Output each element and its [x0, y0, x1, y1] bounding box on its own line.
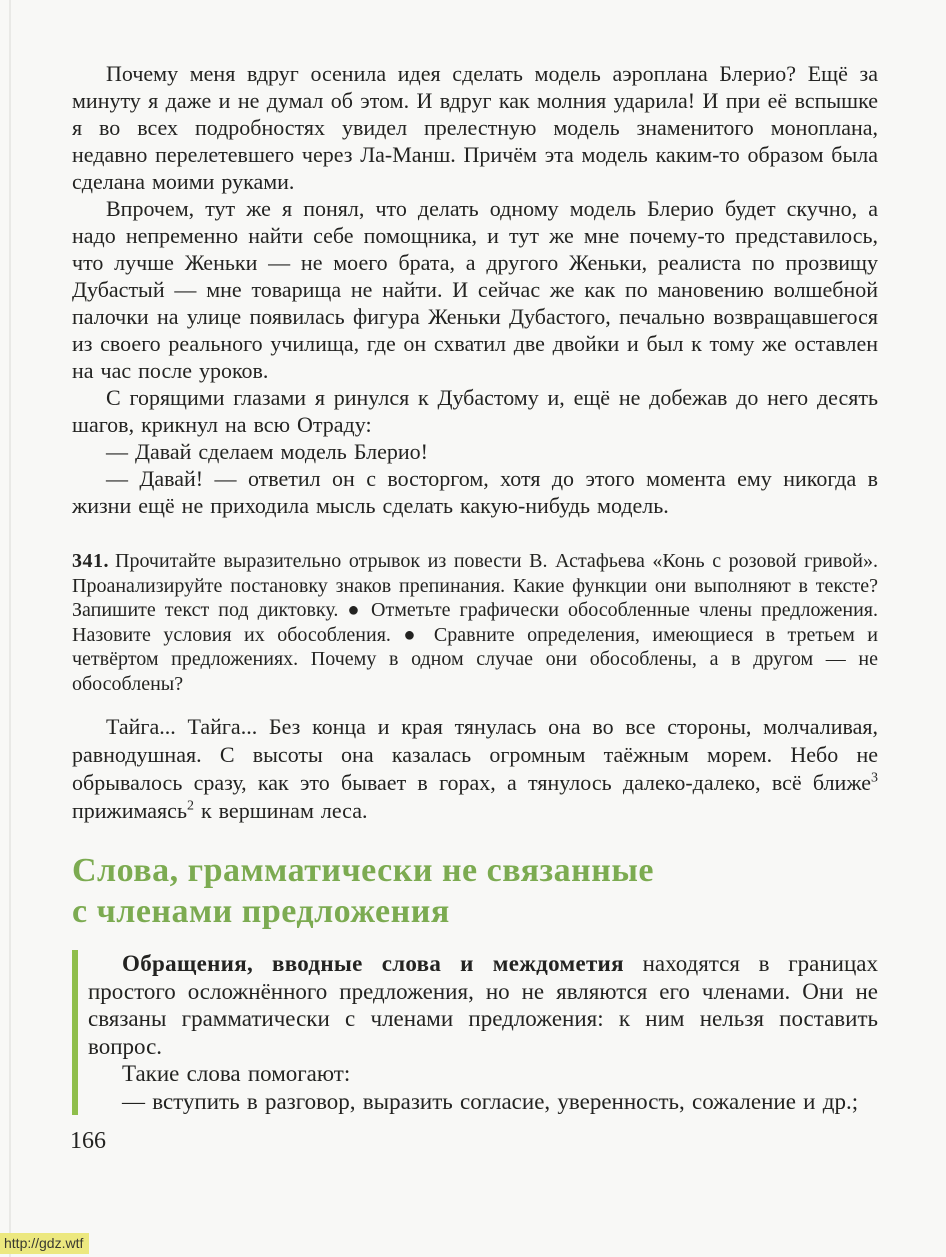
- rule-paragraph-3: — вступить в разговор, выразить согласие, уверенность, сожаление и др.;: [122, 1088, 859, 1114]
- dictation-text-part-2: прижимаясь: [72, 798, 187, 823]
- watermark-url: http://gdz.wtf: [0, 1233, 89, 1254]
- exercise-number: 341.: [72, 550, 109, 572]
- page-number: 166: [70, 1128, 106, 1154]
- section-heading-line-1: Слова, грамматически не связанные: [72, 852, 654, 889]
- dictation-text-part-3: к вершинам леса.: [193, 798, 368, 823]
- rule-box: [72, 950, 878, 1115]
- story-paragraph-2: Впрочем, тут же я понял, что делать одному модель Блерио будет скучно, а надо непременно найти себе помощника, и тут же мне почему-то представилось, что лучше Женьки — не моего брата, а другого Женьки, реалиста по прозвищу Дубастый — мне товарища не найти. И сейчас же как по мановению волшебной палочки на улице появилась фигура Женьки Дубастого, печально возвращавшегося из своего реального училища, где он схватил две двойки и был к тому же оставлен на час после уроков.: [72, 196, 878, 383]
- analysis-superscript-3: 3: [871, 770, 878, 786]
- analysis-superscript-2: 2: [186, 798, 194, 814]
- scan-edge-artifact: [9, 0, 11, 1257]
- rule-bold-lead: Обращения, вводные слова и междометия: [122, 951, 624, 976]
- story-paragraph-1: Почему меня вдруг осенила идея сделать модель аэроплана Блерио? Ещё за минуту я даже и не думал об этом. И вдруг как молния ударила! И при её вспышке я во всех подробностях увидел прелестную модель знаменитого моноплана, недавно перелетевшего через Ла-Манш. Причём эта модель каким-то образом была сделана моими руками.: [72, 61, 878, 194]
- rule-text: [88, 950, 878, 1115]
- rule-paragraph-1: [88, 950, 878, 1060]
- story-dialogue-line-2: — Давай! — ответил он с восторгом, хотя до этого момента ему никогда в жизни ещё не приходила мысль сделать какую-нибудь модель.: [72, 466, 878, 518]
- green-rule-bar: [72, 950, 78, 1115]
- story-paragraph-3: С горящими глазами я ринулся к Дубастому и, ещё не добежав до него десять шагов, крикнул на всю Отраду:: [72, 385, 878, 437]
- story-dialogue-line-1: — Давай сделаем модель Блерио!: [106, 439, 429, 464]
- rule-paragraph-2: Такие слова помогают:: [122, 1061, 351, 1086]
- section-heading: [72, 850, 878, 932]
- rule-lead-rest: находятся в границах простого осложнённого предложения, но не являются его членами. Они не связаны грамматически с членами предложения: к ним нельзя поставить вопрос.: [88, 951, 879, 1059]
- section-heading-line-2: с членами предложения: [72, 893, 450, 930]
- dictation-paragraph: [72, 713, 878, 825]
- exercise-instructions: Прочитайте выразительно отрывок из повести В. Астафьева «Конь с розовой гривой». Проанализируйте постановку знаков препинания. Какие функции они выполняют в тексте? Запишите текст под диктовку. ● Отметьте графически обособленные члены предложения. Назовите условия их обособления. ● Сравните определения, имеющиеся в третьем и четвёртом предложениях. Почему в одном случае они обособлены, а в другом — не обособлены?: [72, 550, 878, 695]
- exercise-341: [72, 549, 878, 696]
- dictation-text-part-1: Тайга... Тайга... Без конца и края тянулась она во все стороны, молчаливая, равнодушная. С высоты она казалась огромным таёжным морем. Небо не обрывалось сразу, как это бывает в горах, а тянулось далеко-далеко, всё ближе: [72, 714, 878, 795]
- textbook-page-content: [72, 60, 878, 1155]
